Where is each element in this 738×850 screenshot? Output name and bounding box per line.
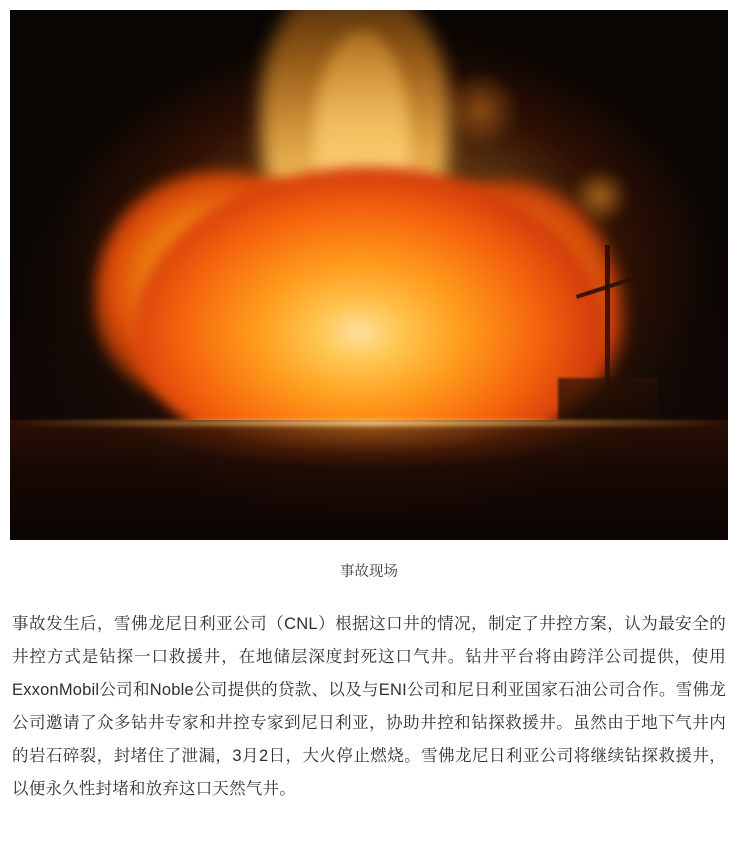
article-paragraph: 事故发生后，雪佛龙尼日利亚公司（CNL）根据这口井的情况，制定了井控方案，认为最安全的井控方式是钻探一口救援井，在地储层深度封死这口气井。钻井平台将由跨洋公司提供，使用ExxonMobil公司和Noble公司提供的贷款、以及与ENI公司和尼日利亚国家石油公司合作。雪佛龙公司邀请了众多钻井专家和井控专家到尼日利亚，协助井控和钻探救援井。虽然由于地下气井内的岩石碎裂，封堵住了泄漏，3月2日，大火停止燃烧。雪佛龙尼日利亚公司将继续钻探救援井，以便永久性封堵和放弃这口天然气井。 <box>12 615 726 799</box>
article-figure <box>10 10 728 582</box>
water-reflection-layer <box>10 420 728 540</box>
figure-caption: 事故现场 <box>340 564 398 580</box>
accident-scene-photo <box>10 10 728 540</box>
article-container <box>0 10 738 806</box>
ember-glow-top <box>441 74 521 144</box>
